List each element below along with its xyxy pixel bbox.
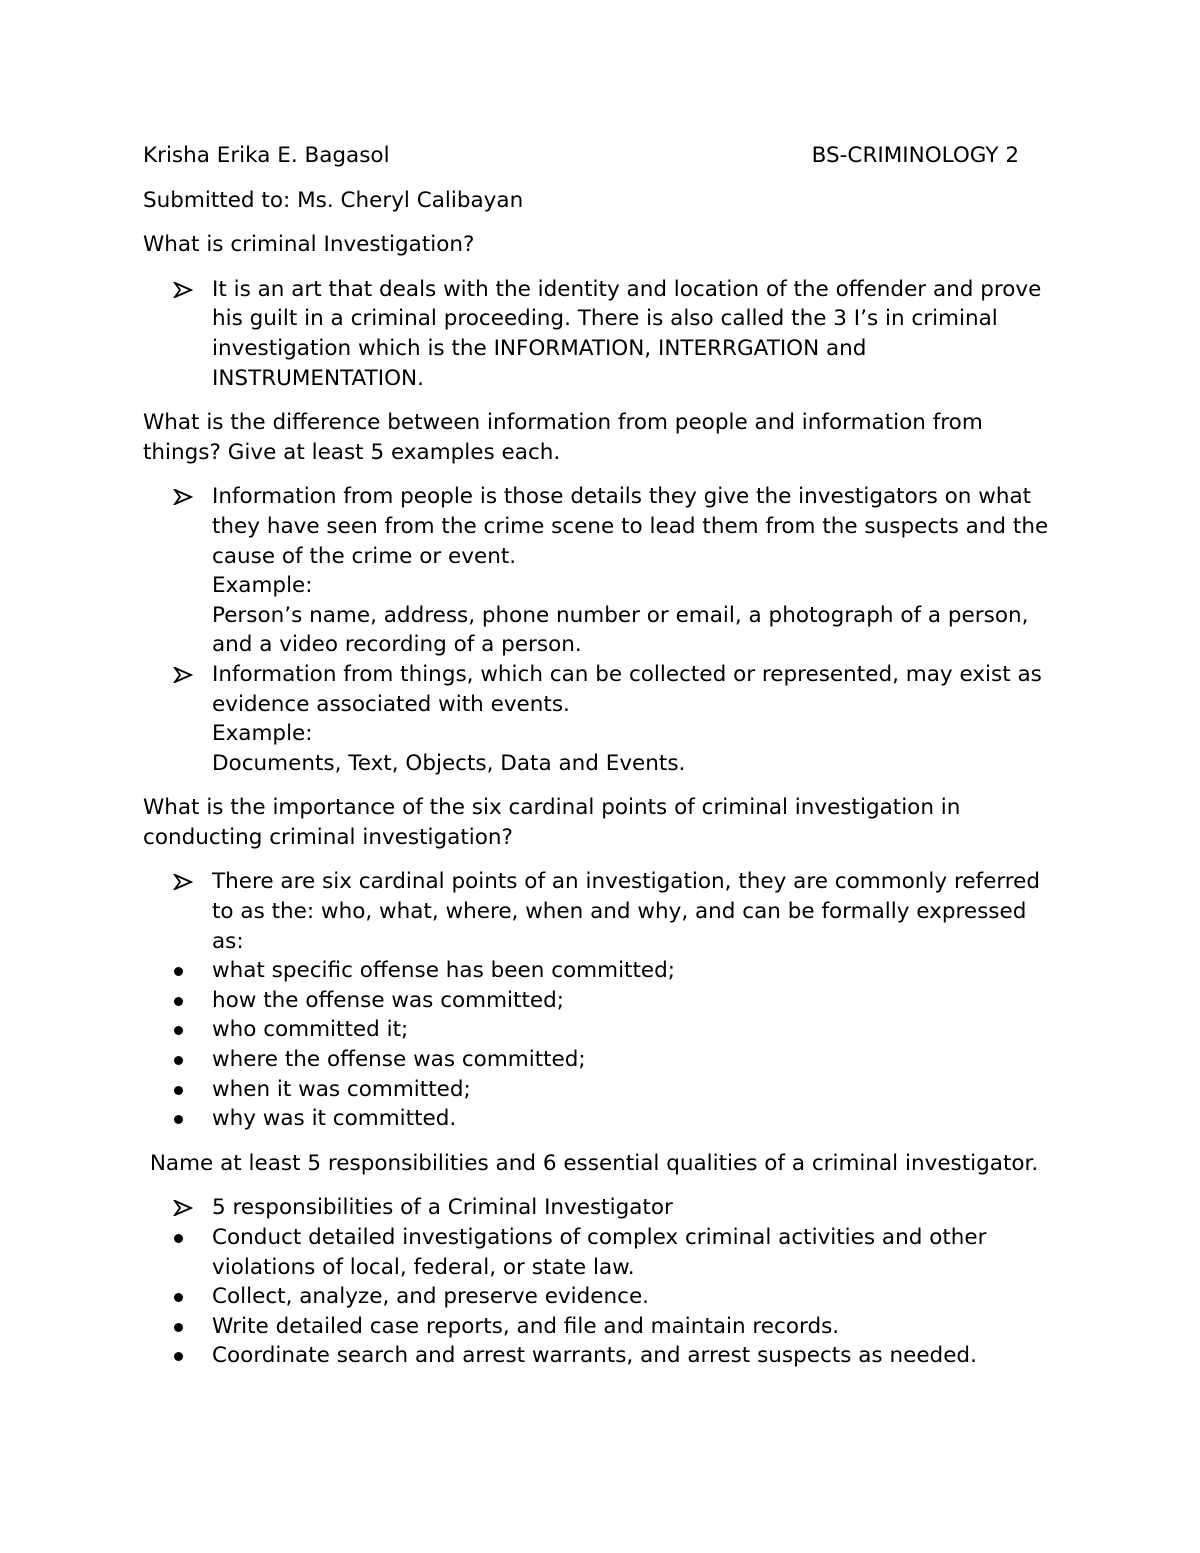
bullet-dot-icon — [174, 1056, 183, 1065]
list-item-text: Information from people is those details they give the investigators on what they have seen from the crime scene to lead them from the suspects and the cause of the crime or event. — [212, 484, 1049, 569]
list-item-text: 5 responsibilities of a Criminal Investigator — [212, 1195, 673, 1221]
answer-list-3 — [143, 867, 1063, 1133]
arrow-bullet-icon — [173, 660, 203, 683]
course-label: BS-CRIMINOLOGY 2 — [811, 143, 1019, 168]
arrow-bullet-icon — [173, 275, 203, 298]
list-item — [143, 1341, 1063, 1371]
list-item-text: who committed it; — [212, 1017, 409, 1043]
arrow-bullet-icon — [173, 867, 203, 890]
arrow-bullet-icon — [173, 482, 203, 505]
question-criminal-investigation: What is criminal Investigation? — [143, 232, 475, 258]
list-item — [143, 1312, 1063, 1342]
arrow-bullet-icon — [173, 1193, 203, 1216]
bullet-dot-icon — [174, 1293, 183, 1302]
list-item — [143, 1282, 1063, 1312]
list-item-text: Information from things, which can be collected or represented, may exist as evidence associated with events. — [212, 661, 1042, 717]
answer-list-2 — [143, 482, 1063, 778]
bullet-dot-icon — [174, 1234, 183, 1243]
question-information-difference: What is the difference between information from people and information from things? Give at least 5 examples each. — [143, 410, 983, 465]
bullet-dot-icon — [174, 1086, 183, 1095]
list-item-text: how the offense was committed; — [212, 987, 565, 1013]
list-item — [143, 1104, 1063, 1134]
list-item-text: Collect, analyze, and preserve evidence. — [212, 1284, 650, 1310]
list-item — [143, 1075, 1063, 1105]
list-item — [143, 1015, 1063, 1045]
list-item — [143, 660, 1063, 778]
list-item — [143, 1193, 1063, 1223]
student-name: Krisha Erika E. Bagasol — [143, 143, 390, 168]
bullet-dot-icon — [174, 967, 183, 976]
list-item — [143, 482, 1063, 660]
bullet-dot-icon — [174, 1115, 183, 1124]
list-item-text: Write detailed case reports, and file and maintain records. — [212, 1313, 840, 1339]
example-text: Documents, Text, Objects, Data and Events. — [212, 750, 686, 776]
list-item-text: There are six cardinal points of an investigation, they are commonly referred to as the: who, what, where, when and why, and can be formally expressed as: — [212, 869, 1041, 954]
bullet-dot-icon — [174, 997, 183, 1006]
list-item-text: where the offense was committed; — [212, 1047, 586, 1073]
list-item-text: Conduct detailed investigations of complex criminal activities and other violations of local, federal, or state law. — [212, 1225, 987, 1280]
question-responsibilities-qualities: Name at least 5 responsibilities and 6 essential qualities of a criminal investigator. — [143, 1150, 1039, 1176]
list-item — [143, 1045, 1063, 1075]
example-label: Example: — [212, 573, 313, 599]
list-item-text: when it was committed; — [212, 1076, 471, 1102]
list-item-text: why was it committed. — [212, 1106, 457, 1132]
answer-list-1 — [143, 275, 1063, 393]
example-label: Example: — [212, 721, 313, 747]
list-item — [143, 1223, 1063, 1282]
list-item — [143, 275, 1063, 393]
list-item-text: It is an art that deals with the identity and location of the offender and prove his guilt in a criminal proceeding. There is also called the 3 I’s in criminal investigation which is the INFORMATION, INTERRGATION and INSTRUMENTATION. — [212, 276, 1042, 391]
answer-list-4 — [143, 1193, 1063, 1371]
list-item — [143, 867, 1063, 956]
list-item-text: Coordinate search and arrest warrants, and arrest suspects as needed. — [212, 1343, 977, 1369]
document-body — [143, 141, 1063, 1386]
list-item-text: what specific offense has been committed; — [212, 958, 676, 984]
submitted-to: Submitted to: Ms. Cheryl Calibayan — [143, 187, 524, 213]
list-item — [143, 956, 1063, 986]
list-item — [143, 986, 1063, 1016]
bullet-dot-icon — [174, 1352, 183, 1361]
header-row — [143, 141, 1019, 171]
bullet-dot-icon — [174, 1026, 183, 1035]
example-text: Person’s name, address, phone number or email, a photograph of a person, and a video recording of a person. — [212, 602, 1029, 658]
bullet-dot-icon — [174, 1323, 183, 1332]
question-six-cardinal-points: What is the importance of the six cardinal points of criminal investigation in conducting criminal investigation? — [143, 795, 961, 850]
